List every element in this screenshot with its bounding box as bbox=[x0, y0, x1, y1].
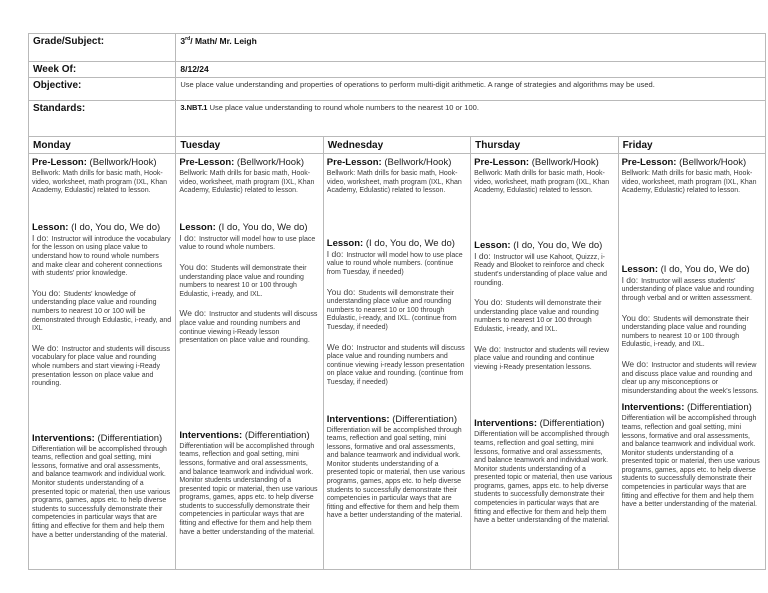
we-do-label: We do: bbox=[179, 308, 207, 319]
day-header-tuesday: Tuesday bbox=[176, 137, 323, 154]
pre-lesson-section bbox=[622, 157, 762, 196]
lesson-section bbox=[179, 222, 319, 346]
pre-lesson-section bbox=[32, 157, 172, 196]
grade-subject-label: Grade/Subject: bbox=[29, 34, 176, 62]
you-do-paragraph: You do: Students will demonstrate their understanding place value and rounding numbers to nearest 10 or 100 through Edulastic, i-ready, and IXL. bbox=[621, 312, 749, 349]
objective-value: Use place value understanding and properties of operations to perform multi-digit arithmetic. A range of strategies and algorithms may be used. bbox=[176, 78, 766, 101]
we-do-label: We do: bbox=[621, 358, 649, 369]
interventions-body: Differentiation will be accomplished through teams, reflection and goal setting, mini lessons, formative and oral assessments, and balance teamwork and individual work. Monitor students understanding of a presented topic or material, then use various programs, games, apps etc. to help diverse students to successfully demonstrate their competencies in particular ways that are fitting and effective for them and help them have a better understanding of the material. bbox=[326, 426, 465, 520]
lesson-heading: Lesson: (I do, You do, We do) bbox=[474, 239, 603, 251]
day-header-thursday: Thursday bbox=[471, 137, 618, 154]
we-do-label: We do: bbox=[474, 343, 501, 354]
day-header-row bbox=[29, 137, 766, 154]
i-do-paragraph: I do: Instructor will introduce the vocabulary for the lesson on using place value to understand how to round whole numbers and make clear and coherent connections with students' prior knowledge. bbox=[32, 232, 171, 278]
week-of-value: 8/12/24 bbox=[176, 62, 766, 78]
grade-subject-value: 3rd/ Math/ Mr. Leigh bbox=[176, 34, 766, 62]
pre-lesson-section bbox=[327, 157, 467, 196]
lesson-section bbox=[32, 222, 172, 389]
pre-lesson-body: Bellwork: Math drills for basic math, Hook-video, worksheet, math program (IXL, Khan Academy, Edulastic) related to lesson. bbox=[32, 170, 168, 195]
we-do-paragraph: We do: Instructor and students will discuss place value and rounding numbers and continue viewing i-Ready lesson presentation on place value and rounding. bbox=[179, 308, 318, 345]
interventions-section bbox=[32, 433, 172, 541]
interventions-heading: Interventions: (Differentiation) bbox=[179, 429, 310, 441]
we-do-paragraph: We do: Instructor and students will discuss place value and rounding numbers and continue viewing i-ready lesson presentation on place value and rounding. (continue from Tuesday, if needed) bbox=[326, 341, 465, 386]
you-do-label: You do: bbox=[179, 261, 208, 272]
day-header-wednesday: Wednesday bbox=[323, 137, 470, 154]
interventions-section bbox=[474, 418, 614, 526]
you-do-label: You do: bbox=[474, 297, 503, 308]
pre-lesson-body: Bellwork: Math drills for basic math, Hook-video, worksheet, math program (IXL, Khan Academy, Edulastic) related to lesson. bbox=[474, 170, 610, 195]
day-column-wednesday bbox=[323, 154, 470, 570]
pre-lesson-body: Bellwork: Math drills for basic math, Hook-video, worksheet, math program (IXL, Khan Academy, Edulastic) related to lesson. bbox=[179, 170, 315, 195]
i-do-paragraph: I do: Instructor will use Kahoot, Quizzz, i-Ready and Blooket to reinforce and check student's understanding of place value and rounding. bbox=[474, 250, 608, 287]
interventions-heading: Interventions: (Differentiation) bbox=[474, 418, 605, 430]
you-do-label: You do: bbox=[621, 312, 651, 323]
week-of-row bbox=[29, 62, 766, 78]
lesson-section bbox=[474, 240, 614, 373]
we-do-paragraph: We do: Instructor and students will review and discuss place value and rounding and clear up any misconceptions or misunderstanding about the week's lessons. bbox=[621, 358, 759, 395]
you-do-label: You do: bbox=[32, 287, 61, 298]
lesson-plan-table bbox=[28, 33, 766, 570]
interventions-body: Differentiation will be accomplished through teams, reflection and goal setting, mini lessons, formative and oral assessments, and balance teamwork and individual work. Monitor students understanding of a presented topic or material, then use various programs, games, apps etc. to help diverse students to successfully demonstrate their competencies in particular ways that are fitting and effective for them and help them have a better understanding of the material. bbox=[32, 445, 171, 539]
pre-lesson-heading: Pre-Lesson: (Bellwork/Hook) bbox=[32, 157, 157, 168]
we-do-label: We do: bbox=[32, 342, 59, 353]
lesson-heading: Lesson: (I do, You do, We do) bbox=[32, 221, 161, 233]
lesson-heading: Lesson: (I do, You do, We do) bbox=[326, 237, 455, 249]
monday-cell-content bbox=[32, 157, 172, 564]
you-do-paragraph: You do: Students will demonstrate their understanding place value and rounding numbers to nearest 10 or 100 through Edulastic, i-ready, and IXL. (continue from Tuesday, if needed) bbox=[326, 286, 457, 331]
pre-lesson-section bbox=[474, 157, 614, 196]
grade-subject-row bbox=[29, 34, 766, 62]
standards-label: Standards: bbox=[29, 101, 176, 137]
day-content-row bbox=[29, 154, 766, 570]
interventions-heading: Interventions: (Differentiation) bbox=[32, 432, 163, 444]
lesson-heading: Lesson: (I do, You do, We do) bbox=[179, 221, 308, 233]
pre-lesson-body: Bellwork: Math drills for basic math, Hook-video, worksheet, math program (IXL, Khan Academy, Edulastic) related to lesson. bbox=[326, 170, 462, 195]
standards-value: 3.NBT.1 Use place value understanding to round whole numbers to the nearest 10 or 100. bbox=[176, 101, 766, 137]
standards-row bbox=[29, 101, 766, 137]
pre-lesson-heading: Pre-Lesson: (Bellwork/Hook) bbox=[179, 157, 304, 168]
i-do-paragraph: I do: Instructor will model how to use place value to round whole numbers. bbox=[179, 232, 316, 252]
pre-lesson-body: Bellwork: Math drills for basic math, Hook-video, worksheet, math program (IXL, Khan Academy, Edulastic) related to lesson. bbox=[621, 170, 757, 195]
interventions-heading: Interventions: (Differentiation) bbox=[621, 402, 752, 414]
interventions-body: Differentiation will be accomplished through teams, reflection and goal setting, mini lessons, formative and oral assessments, and balance teamwork and individual work. Monitor students understanding of a presented topic or material, then use various programs, games, apps etc. to help diverse students to successfully demonstrate their competencies in particular ways that are fitting and effective for them and help them have a better understanding of the material. bbox=[179, 442, 318, 536]
objective-label: Objective: bbox=[29, 78, 176, 101]
tuesday-cell-content bbox=[179, 157, 319, 564]
day-header-friday: Friday bbox=[618, 137, 765, 154]
you-do-paragraph: You do: Students will demonstrate their understanding place value and rounding numbers to nearest 10 or 100 through Edulastic, i-ready, and IXL. bbox=[179, 261, 307, 298]
lesson-section bbox=[622, 264, 762, 397]
we-do-paragraph: We do: Instructor and students will review place value and rounding and continue viewing i-Ready presentation lessons. bbox=[474, 343, 609, 371]
wednesday-cell-content bbox=[327, 157, 467, 564]
interventions-section bbox=[327, 414, 467, 522]
i-do-label: I do: bbox=[474, 250, 491, 261]
i-do-label: I do: bbox=[326, 248, 344, 259]
day-column-tuesday bbox=[176, 154, 323, 570]
we-do-label: We do: bbox=[326, 341, 354, 352]
you-do-paragraph: You do: Students' knowledge of understanding place value and rounding numbers to nearest 10 or 100 will be demonstrated through Edulastic, i-ready, and IXL bbox=[32, 287, 172, 333]
i-do-paragraph: I do: Instructor will assess students' understanding of place value and rounding through verbal and or written assessment. bbox=[621, 274, 754, 302]
interventions-section bbox=[179, 430, 319, 538]
interventions-body: Differentiation will be accomplished through teams, reflection and goal setting, mini lessons, formative and oral assessments, and balance teamwork and individual work. Monitor students understanding of a presented topic or material, then use various programs, games, apps etc. to help diverse students to successfully demonstrate their competencies in particular ways that are fitting and effective for them and help them have a better understanding of the material. bbox=[474, 431, 613, 525]
i-do-paragraph: I do: Instructor will model how to use place value to round whole numbers. (continue from Tuesday, if needed) bbox=[326, 248, 463, 276]
lesson-heading: Lesson: (I do, You do, We do) bbox=[621, 263, 750, 275]
thursday-cell-content bbox=[474, 157, 614, 564]
pre-lesson-heading: Pre-Lesson: (Bellwork/Hook) bbox=[621, 157, 747, 168]
i-do-label: I do: bbox=[32, 232, 49, 243]
objective-row bbox=[29, 78, 766, 101]
pre-lesson-heading: Pre-Lesson: (Bellwork/Hook) bbox=[326, 157, 452, 168]
day-header-monday: Monday bbox=[29, 137, 176, 154]
day-column-thursday bbox=[471, 154, 618, 570]
lesson-section bbox=[327, 238, 467, 388]
pre-lesson-section bbox=[179, 157, 319, 196]
day-column-monday bbox=[29, 154, 176, 570]
week-of-label: Week Of: bbox=[29, 62, 176, 78]
you-do-label: You do: bbox=[326, 286, 356, 297]
day-column-friday bbox=[618, 154, 765, 570]
pre-lesson-heading: Pre-Lesson: (Bellwork/Hook) bbox=[474, 157, 599, 168]
you-do-paragraph: You do: Students will demonstrate their understanding place value and rounding numbers to nearest 10 or 100 through Edulastic, i-ready, and IXL. bbox=[474, 297, 602, 333]
interventions-section bbox=[622, 402, 762, 510]
i-do-label: I do: bbox=[621, 274, 639, 285]
interventions-heading: Interventions: (Differentiation) bbox=[326, 413, 458, 425]
i-do-label: I do: bbox=[179, 232, 196, 243]
interventions-body: Differentiation will be accomplished through teams, reflection and goal setting, mini lessons, formative and oral assessments, and balance teamwork and individual work. Monitor students understanding of a presented topic or material, then use various programs, games, apps etc. to help diverse students to successfully demonstrate their competencies in particular ways that are fitting and effective for them and help them have a better understanding of the material. bbox=[621, 415, 760, 509]
friday-cell-content bbox=[622, 157, 762, 564]
we-do-paragraph: We do: Instructor and students will discuss vocabulary for place value and rounding whole numbers and start viewing i-Ready presentation lesson on place value and rounding. bbox=[32, 342, 170, 388]
